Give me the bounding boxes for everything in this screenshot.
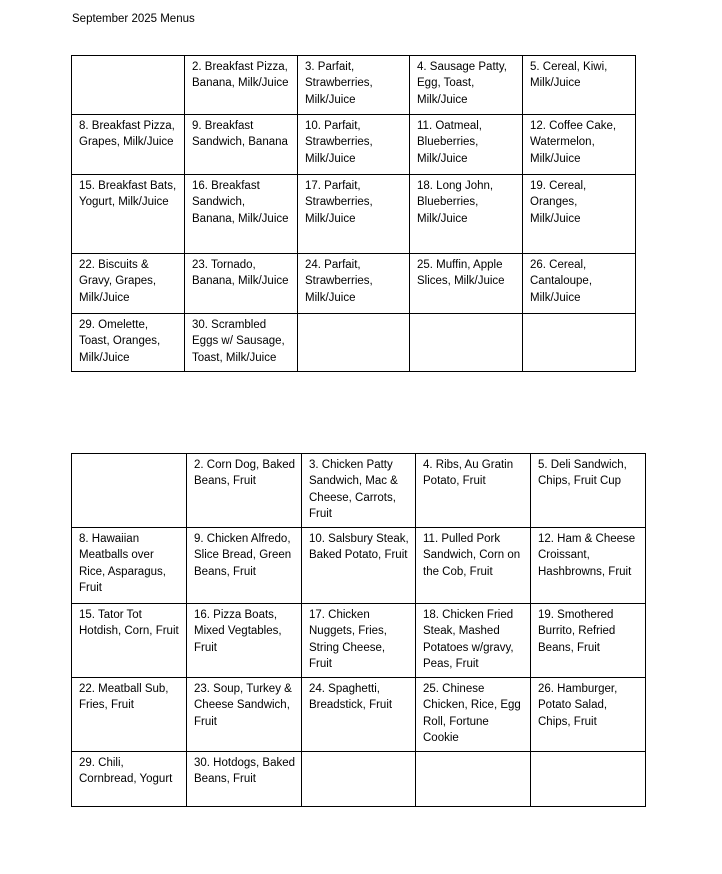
day-cell: 4. Sausage Patty, Egg, Toast, Milk/Juice bbox=[410, 56, 523, 115]
day-cell: 23. Soup, Turkey & Cheese Sandwich, Fruit bbox=[187, 678, 302, 752]
day-cell bbox=[302, 752, 416, 807]
day-cell: 5. Cereal, Kiwi, Milk/Juice bbox=[523, 56, 636, 115]
lunch-menu-table bbox=[71, 453, 646, 807]
day-cell: 4. Ribs, Au Gratin Potato, Fruit bbox=[416, 454, 531, 528]
day-cell: 24. Parfait, Strawberries, Milk/Juice bbox=[298, 254, 410, 314]
day-cell bbox=[72, 56, 185, 115]
week-row bbox=[72, 454, 646, 528]
day-cell: 29. Chili, Cornbread, Yogurt bbox=[72, 752, 187, 807]
day-cell: 10. Salsbury Steak, Baked Potato, Fruit bbox=[302, 528, 416, 604]
day-cell: 5. Deli Sandwich, Chips, Fruit Cup bbox=[531, 454, 646, 528]
day-cell bbox=[416, 752, 531, 807]
day-cell: 17. Chicken Nuggets, Fries, String Cheese, Fruit bbox=[302, 604, 416, 678]
breakfast-menu-table bbox=[71, 55, 636, 372]
day-cell: 2. Corn Dog, Baked Beans, Fruit bbox=[187, 454, 302, 528]
day-cell bbox=[72, 454, 187, 528]
day-cell: 9. Chicken Alfredo, Slice Bread, Green Beans, Fruit bbox=[187, 528, 302, 604]
day-cell: 25. Chinese Chicken, Rice, Egg Roll, Fortune Cookie bbox=[416, 678, 531, 752]
day-cell: 3. Parfait, Strawberries, Milk/Juice bbox=[298, 56, 410, 115]
day-cell: 18. Long John, Blueberries, Milk/Juice bbox=[410, 175, 523, 254]
day-cell: 2. Breakfast Pizza, Banana, Milk/Juice bbox=[185, 56, 298, 115]
day-cell: 22. Meatball Sub, Fries, Fruit bbox=[72, 678, 187, 752]
day-cell bbox=[523, 314, 636, 372]
day-cell: 26. Cereal, Cantaloupe, Milk/Juice bbox=[523, 254, 636, 314]
day-cell bbox=[410, 314, 523, 372]
day-cell: 8. Hawaiian Meatballs over Rice, Asparagus, Fruit bbox=[72, 528, 187, 604]
week-row bbox=[72, 254, 636, 314]
day-cell: 3. Chicken Patty Sandwich, Mac & Cheese, Carrots, Fruit bbox=[302, 454, 416, 528]
day-cell: 30. Hotdogs, Baked Beans, Fruit bbox=[187, 752, 302, 807]
day-cell: 22. Biscuits & Gravy, Grapes, Milk/Juice bbox=[72, 254, 185, 314]
day-cell: 18. Chicken Fried Steak, Mashed Potatoes w/gravy, Peas, Fruit bbox=[416, 604, 531, 678]
week-row bbox=[72, 314, 636, 372]
day-cell: 23. Tornado, Banana, Milk/Juice bbox=[185, 254, 298, 314]
day-cell: 16. Pizza Boats, Mixed Vegtables, Fruit bbox=[187, 604, 302, 678]
day-cell: 26. Hamburger, Potato Salad, Chips, Fruit bbox=[531, 678, 646, 752]
day-cell: 10. Parfait, Strawberries, Milk/Juice bbox=[298, 115, 410, 175]
day-cell: 17. Parfait, Strawberries, Milk/Juice bbox=[298, 175, 410, 254]
page-title: September 2025 Menus bbox=[72, 13, 195, 25]
day-cell: 8. Breakfast Pizza, Grapes, Milk/Juice bbox=[72, 115, 185, 175]
day-cell: 11. Oatmeal, Blueberries, Milk/Juice bbox=[410, 115, 523, 175]
week-row bbox=[72, 56, 636, 115]
day-cell: 12. Coffee Cake, Watermelon, Milk/Juice bbox=[523, 115, 636, 175]
week-row bbox=[72, 528, 646, 604]
week-row bbox=[72, 752, 646, 807]
week-row bbox=[72, 604, 646, 678]
day-cell: 11. Pulled Pork Sandwich, Corn on the Cob, Fruit bbox=[416, 528, 531, 604]
day-cell bbox=[298, 314, 410, 372]
day-cell: 25. Muffin, Apple Slices, Milk/Juice bbox=[410, 254, 523, 314]
day-cell: 19. Cereal, Oranges, Milk/Juice bbox=[523, 175, 636, 254]
day-cell: 15. Tator Tot Hotdish, Corn, Fruit bbox=[72, 604, 187, 678]
day-cell: 24. Spaghetti, Breadstick, Fruit bbox=[302, 678, 416, 752]
week-row bbox=[72, 678, 646, 752]
day-cell: 29. Omelette, Toast, Oranges, Milk/Juice bbox=[72, 314, 185, 372]
day-cell: 16. Breakfast Sandwich, Banana, Milk/Juice bbox=[185, 175, 298, 254]
day-cell: 30. Scrambled Eggs w/ Sausage, Toast, Milk/Juice bbox=[185, 314, 298, 372]
day-cell: 19. Smothered Burrito, Refried Beans, Fruit bbox=[531, 604, 646, 678]
week-row bbox=[72, 175, 636, 254]
week-row bbox=[72, 115, 636, 175]
day-cell: 9. Breakfast Sandwich, Banana bbox=[185, 115, 298, 175]
day-cell bbox=[531, 752, 646, 807]
day-cell: 15. Breakfast Bats, Yogurt, Milk/Juice bbox=[72, 175, 185, 254]
day-cell: 12. Ham & Cheese Croissant, Hashbrowns, Fruit bbox=[531, 528, 646, 604]
